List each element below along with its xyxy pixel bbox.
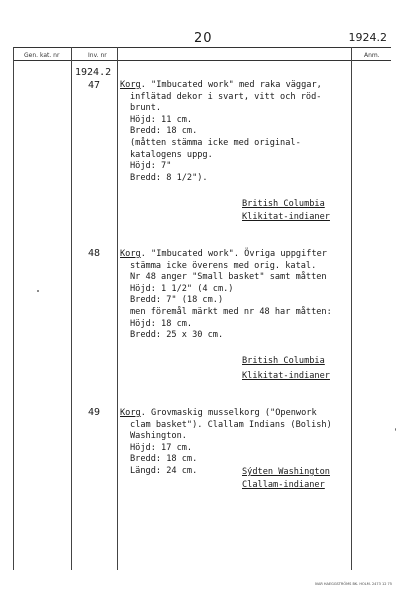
header-bottom-rule [13,60,391,61]
col-divider-inv-desc [117,47,118,570]
origin-people: Klikitat-indianer [242,371,330,381]
origin-region: Sýdten Washington [242,467,330,477]
entry-number: 49 [88,407,101,418]
description-line: men föremål märkt med nr 48 har måtten: [130,306,332,317]
column-header-inv-no: Inv. nr [88,52,107,59]
print-mark: IVAR HAEGGSTRÖMS BK. HOLM. 2473 12 75 [314,582,392,586]
item-keyword: Korg [120,249,141,259]
entry-number: 48 [88,248,101,259]
col-divider-cat-inv [71,47,72,570]
description-line: Korg. Grovmaskig musselkorg ("Openwork [120,408,317,418]
description-line: Korg. "Imbucated work". Övriga uppgifter [120,249,327,259]
table-top-rule [13,47,391,48]
entry-number: 47 [88,80,101,91]
description-line: Bredd: 7" (18 cm.) [130,295,224,306]
paper-speck [395,428,396,431]
description-line: stämma icke överens med orig. katal. [130,260,317,271]
origin-people: Klikitat-indianer [242,212,330,222]
description-line: Höjd: 11 cm. [130,114,193,125]
page-number: 20 [194,31,213,46]
column-header-cat-no: Gen. kat. nr [24,52,60,59]
origin-region: British Columbia [242,199,325,209]
description-line: Höjd: 1 1/2" (4 cm.) [130,283,234,294]
origin-people: Clallam-indianer [242,480,325,490]
col-divider-left-edge [13,47,14,570]
paper-speck [37,290,39,292]
description-line: inflätad dekor i svart, vitt och röd- [130,91,322,102]
description-line: clam basket"). Clallam Indians (Bolish) [130,419,332,430]
entry-description [120,249,332,342]
col-divider-desc-remarks [351,47,352,570]
description-line: (måtten stämma icke med original- [130,137,301,148]
description-line: Nr 48 anger "Small basket" samt måtten [130,272,327,283]
page-reference: 1924.2 [348,31,387,44]
description-line: Höjd: 7" [130,161,172,172]
description-line: Höjd: 17 cm. [130,442,193,453]
description-line: Bredd: 8 1/2"). [130,172,208,183]
column-header-remarks: Anm. [364,52,380,59]
description-line: Längd: 24 cm. [130,465,198,476]
description-line: Bredd: 18 cm. [130,454,198,465]
description-line: Höjd: 18 cm. [130,318,193,329]
item-keyword: Korg [120,80,141,90]
description-line: Washington. [130,431,187,442]
year-marker: 1924.2 [75,67,112,78]
description-line: brunt. [130,103,162,114]
description-line: Bredd: 25 x 30 cm. [130,330,224,341]
description-line: Korg. "Imbucated work" med raka väggar, [120,80,322,90]
item-keyword: Korg [120,408,141,418]
description-line: Bredd: 18 cm. [130,126,198,137]
entry-description [120,80,322,184]
description-line: katalogens uppg. [130,149,213,160]
origin-region: British Columbia [242,356,325,366]
